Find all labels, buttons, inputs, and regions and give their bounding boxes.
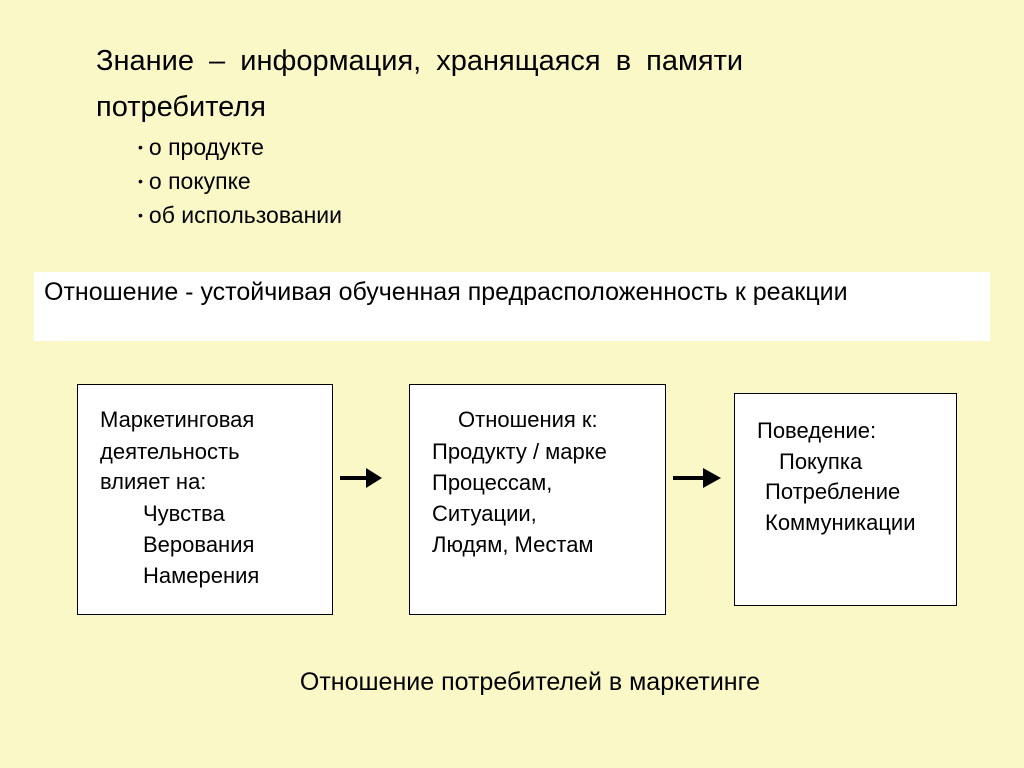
right-arrow-icon [673,466,723,490]
right-arrow-icon [340,466,384,490]
list-item [138,198,342,232]
box1-line: Маркетинговая [100,407,255,432]
box1-line: Намерения [143,563,260,588]
list-item [138,164,342,198]
attitude-definition-text: Отношение - устойчивая обученная предрасположенность к реакции [44,278,848,306]
list-item [138,130,342,164]
bullet-icon: • [138,207,143,223]
box1-line: деятельность [100,439,240,464]
box2-line: Процессам, [432,470,553,495]
knowledge-definition [96,38,896,130]
knowledge-definition-line2: потребителя [96,91,266,123]
bullet-icon: • [138,139,143,155]
bullet-text: о покупке [148,168,251,194]
box1-line: Верования [143,532,255,557]
knowledge-bullet-list [138,130,342,232]
knowledge-definition-line1: Знание – информация, хранящаяся в памяти [96,45,744,77]
box2-line: Людям, Местам [432,532,594,557]
box3-line: Потребление [765,479,901,504]
attitudes-box [409,384,666,615]
diagram-caption: Отношение потребителей в маркетинге [299,668,761,696]
marketing-activity-box [77,384,333,615]
behavior-box [734,393,957,606]
box2-line: Продукту / марке [432,439,607,464]
box1-line: Чувства [143,501,225,526]
bullet-text: об использовании [148,202,342,228]
bullet-icon: • [138,173,143,189]
box3-line: Покупка [779,449,863,474]
box1-line: влияет на: [100,469,207,494]
box3-line: Коммуникации [765,510,916,535]
bullet-text: о продукте [148,134,264,160]
box2-line: Ситуации, [432,501,537,526]
box2-line: Отношения к: [458,407,598,432]
box3-line: Поведение: [757,418,877,443]
attitude-definition-band [34,272,990,341]
